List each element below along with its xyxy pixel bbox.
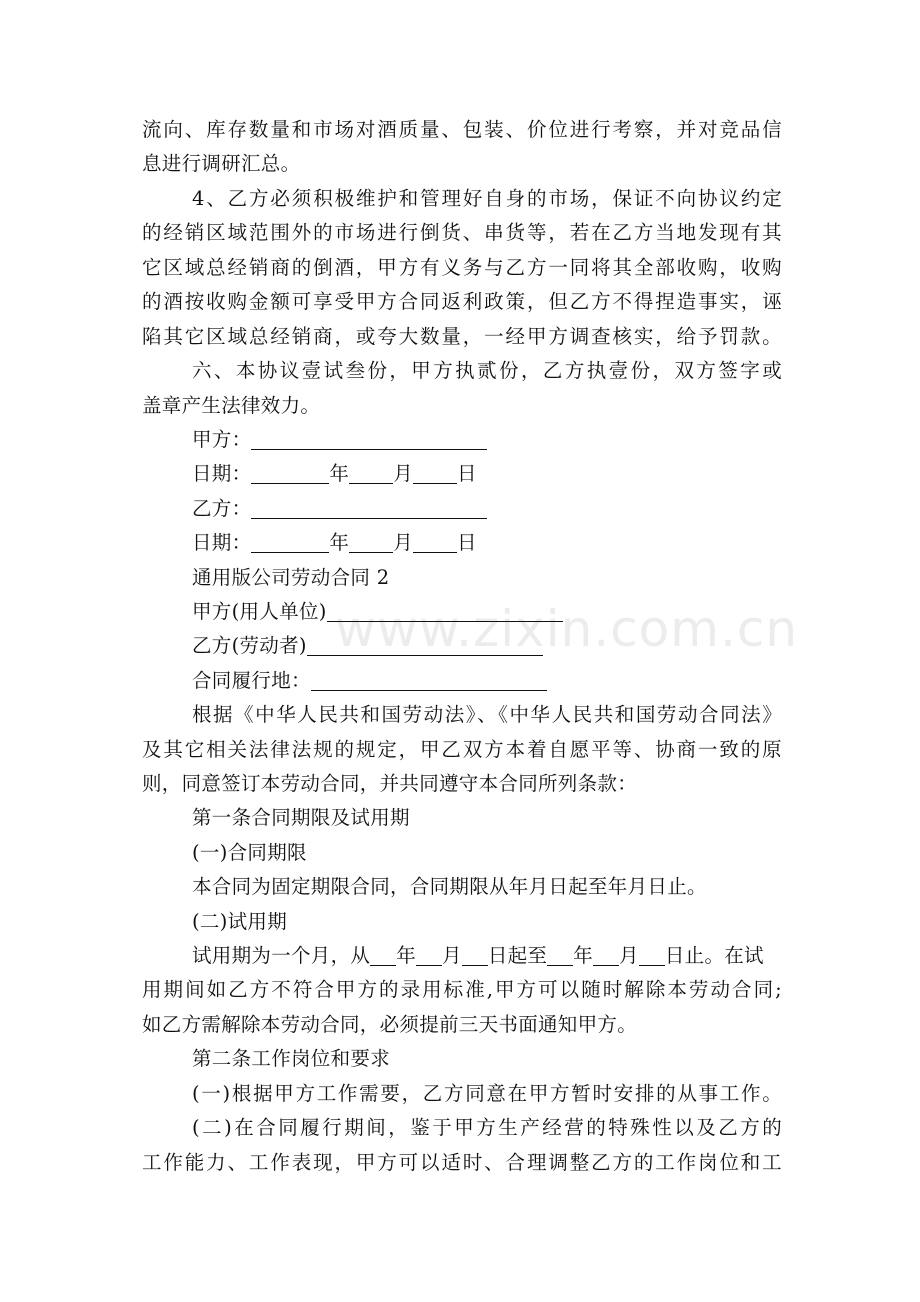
date-label: 日期： [192,531,252,554]
preamble-line: 则，同意签订本劳动合同，并共同遵守本合同所列条款： [142,772,638,795]
month-blank [416,943,442,966]
month-label: 月 [442,944,462,967]
party-a-label: 甲方： [192,428,252,451]
party-a-date-row [192,457,782,491]
day-blank [639,943,665,966]
watermark: www.zixin.com.cn [335,600,799,658]
year-blank [251,461,329,484]
year-blank [251,530,329,553]
employer-blank [327,599,563,622]
body-text-line: 的酒按收购金额可享受甲方合同返利政策，但乙方不得捏造事实，诬 [142,290,782,313]
month-blank [593,943,619,966]
party-b-blank [251,496,487,519]
body-text-line: 用期间如乙方不符合甲方的录用标准,甲方可以随时解除本劳动合同; [142,978,782,1001]
year-label: 年 [573,944,594,967]
preamble-line: 根据《中华人民共和国劳动法》、《中华人民共和国劳动合同法》 [192,703,782,726]
date-label: 日期： [192,462,252,485]
body-text-line: 4、乙方必须积极维护和管理好自身的市场，保证不向协议约定 [192,187,782,210]
party-a-blank [251,427,487,450]
employee-row [192,629,782,663]
article-2-item: 工作能力、工作表现，甲方可以适时、合理调整乙方的工作岗位和工 [142,1151,782,1174]
article-1-term-text: 本合同为固定期限合同，合同期限从年月日起至年月日止。 [192,875,707,898]
contract-title: 通用版公司劳动合同 2 [192,566,390,589]
probation-text: 试用期为一个月，从 [192,944,371,967]
day-label: 日 [457,462,477,485]
day-blank [413,461,457,484]
month-label: 月 [619,944,639,967]
preamble-line: 及其它相关法律法规的规定，甲乙双方本着自愿平等、协商一致的原 [142,738,782,761]
body-text-line: 陷其它区域总经销商，或夸大数量，一经甲方调查核实，给予罚款。 [142,325,782,348]
year-label: 年 [329,462,350,485]
day-label: 日 [457,531,477,554]
employee-label: 乙方(劳动者) [192,634,307,657]
body-text-line: 六、本协议壹试叁份，甲方执贰份，乙方执壹份，双方签字或 [192,359,782,382]
body-text-line: 息进行调研汇总。 [142,152,301,175]
month-label: 月 [393,531,414,554]
body-text-line: 如乙方需解除本劳动合同，必须提前三天书面通知甲方。 [142,1013,638,1036]
day-blank [462,943,488,966]
employer-label: 甲方(用人单位) [192,600,327,623]
place-label: 合同履行地： [192,669,311,692]
probation-line [192,939,782,973]
place-row [192,664,782,698]
employer-row [192,595,782,629]
article-1-title: 第一条合同期限及试用期 [192,806,410,829]
month-blank [349,461,393,484]
employee-blank [307,633,543,656]
probation-text: 日起至 [487,944,548,967]
body-text-line: 的经销区域范围外的市场进行倒货、串货等，若在乙方当地发现有其 [142,221,782,244]
body-text-line: 流向、库存数量和市场对酒质量、包装、价位进行考察，并对竞品信 [142,118,782,141]
party-a-signature-row [192,423,782,457]
month-label: 月 [393,462,414,485]
article-2-title: 第二条工作岗位和要求 [192,1047,391,1070]
party-b-signature-row [192,492,782,526]
year-blank [547,943,573,966]
body-text-line: 它区域总经销商的倒酒，甲方有义务与乙方一同将其全部收购，收购 [142,256,782,279]
article-2-item: (一)根据甲方工作需要，乙方同意在甲方暂时安排的从事工作。 [192,1082,782,1105]
article-2-item: (二)在合同履行期间，鉴于甲方生产经营的特殊性以及乙方的 [192,1116,782,1139]
article-1-sub-1: (一)合同期限 [192,841,307,864]
day-blank [413,530,457,553]
year-blank [370,943,396,966]
year-label: 年 [329,531,350,554]
body-text-line: 盖章产生法律效力。 [142,394,321,417]
year-label: 年 [396,944,417,967]
month-blank [349,530,393,553]
place-blank [311,668,547,691]
party-b-label: 乙方： [192,497,252,520]
probation-text: 日止。在试 [664,944,764,967]
party-b-date-row [192,526,782,560]
article-1-sub-2: (二)试用期 [192,910,288,933]
